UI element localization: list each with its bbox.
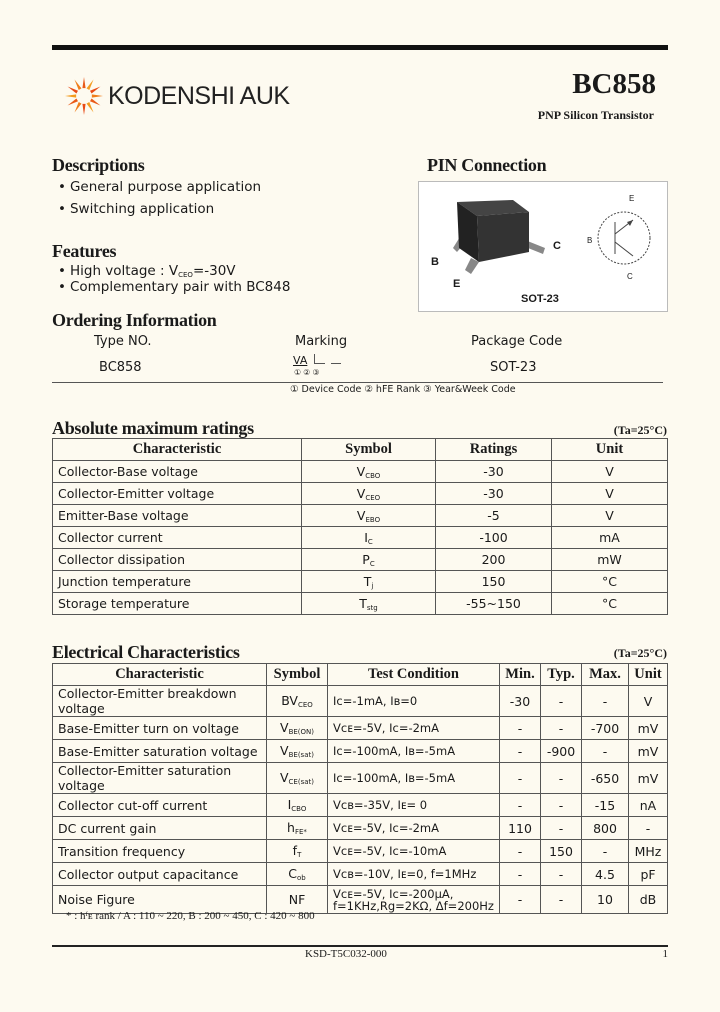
symbol-cell: $h_{FE*}$ (267, 817, 328, 840)
description-item: • General purpose application (58, 179, 261, 195)
abs-max-table (52, 438, 668, 615)
col-symbol: Symbol (267, 664, 328, 686)
unit-cell: V (552, 483, 668, 505)
elec-row (53, 763, 668, 794)
col-unit: Unit (552, 439, 668, 461)
pin-label-c: C (553, 240, 561, 252)
features-heading: Features (52, 241, 117, 261)
package-label: SOT-23 (521, 293, 559, 305)
min-cell: - (500, 886, 541, 914)
abs-max-row (53, 571, 668, 593)
symbol-label-e: E (629, 194, 635, 203)
elec-row (53, 863, 668, 886)
typ-cell: 150 (541, 840, 582, 863)
unit-cell: - (629, 817, 668, 840)
elec-header-row (53, 664, 668, 686)
abs-max-heading: Absolute maximum ratings (52, 418, 254, 438)
typ-cell: - (541, 763, 582, 794)
characteristic-cell: Collector-Base voltage (53, 461, 302, 483)
test-condition-cell: Vᴄᴇ=-5V, Iᴄ=-10mA (328, 840, 500, 863)
ordering-heading: Ordering Information (52, 310, 217, 330)
characteristic-cell: Storage temperature (53, 593, 302, 615)
typ-cell: - (541, 794, 582, 817)
ordering-divider (52, 382, 663, 383)
page-number: 1 (662, 948, 668, 960)
test-condition-cell: Iᴄ=-100mA, Iʙ=-5mA (328, 740, 500, 763)
unit-cell: mV (629, 763, 668, 794)
min-cell: 110 (500, 817, 541, 840)
symbol-label-c: C (627, 272, 633, 281)
descriptions-heading: Descriptions (52, 155, 145, 175)
pin-label-b: B (431, 256, 439, 268)
elec-heading: Electrical Characteristics (52, 642, 240, 662)
hfe-rank-footnote: * : hᶠᴇ rank / A : 110 ~ 220, B : 200 ~ 450, C : 420 ~ 800 (66, 910, 315, 922)
characteristic-cell: DC current gain (53, 817, 267, 840)
rating-cell: -100 (436, 527, 552, 549)
characteristic-cell: Collector-Emitter voltage (53, 483, 302, 505)
col-characteristic: Characteristic (53, 664, 267, 686)
min-cell: -30 (500, 686, 541, 717)
elec-row (53, 794, 668, 817)
abs-max-row (53, 527, 668, 549)
unit-cell: dB (629, 886, 668, 914)
symbol-cell: $V_{CE(sat)}$ (267, 763, 328, 794)
symbol-cell: $f_T$ (267, 840, 328, 863)
elec-row (53, 686, 668, 717)
rating-cell: -5 (436, 505, 552, 527)
characteristic-cell: Base-Emitter turn on voltage (53, 717, 267, 740)
col-ratings: Ratings (436, 439, 552, 461)
max-cell: -15 (582, 794, 629, 817)
test-condition-cell: Iᴄ=-1mA, Iʙ=0 (328, 686, 500, 717)
col-typ: Typ. (541, 664, 582, 686)
characteristic-cell: Noise Figure (53, 886, 267, 914)
characteristic-cell: Junction temperature (53, 571, 302, 593)
unit-cell: V (629, 686, 668, 717)
unit-cell: mV (629, 740, 668, 763)
min-cell: - (500, 863, 541, 886)
unit-cell: nA (629, 794, 668, 817)
unit-cell: °C (552, 593, 668, 615)
ordering-header-type: Type NO. (94, 334, 152, 349)
pin-label-e: E (453, 278, 461, 290)
max-cell: 800 (582, 817, 629, 840)
part-subtitle: PNP Silicon Transistor (537, 108, 654, 122)
characteristic-cell: Collector-Emitter breakdown voltage (53, 686, 267, 717)
abs-max-row (53, 505, 668, 527)
rating-cell: -30 (436, 483, 552, 505)
abs-max-condition: (Ta=25°C) (613, 423, 667, 437)
max-cell: - (582, 840, 629, 863)
max-cell: -700 (582, 717, 629, 740)
symbol-cell: $C_{ob}$ (267, 863, 328, 886)
col-symbol: Symbol (302, 439, 436, 461)
kodenshi-logo-icon (64, 76, 104, 116)
characteristic-cell: Collector output capacitance (53, 863, 267, 886)
symbol-cell: $V_{BE(ON)}$ (267, 717, 328, 740)
feature-item: • High voltage : $V_{CEO}=-30V$ (58, 263, 236, 279)
pin-heading: PIN Connection (427, 155, 547, 175)
characteristic-cell: Collector-Emitter saturation voltage (53, 763, 267, 794)
marking-index: ①②③ (294, 368, 322, 377)
typ-cell: - (541, 863, 582, 886)
symbol-cell: $V_{EBO}$ (302, 505, 436, 527)
abs-max-row (53, 549, 668, 571)
unit-cell: mW (552, 549, 668, 571)
typ-cell: -900 (541, 740, 582, 763)
unit-cell: pF (629, 863, 668, 886)
symbol-cell: $V_{CBO}$ (302, 461, 436, 483)
symbol-cell: $T_{stg}$ (302, 593, 436, 615)
min-cell: - (500, 794, 541, 817)
elec-row (53, 817, 668, 840)
elec-row (53, 840, 668, 863)
typ-cell: - (541, 686, 582, 717)
rating-cell: -55~150 (436, 593, 552, 615)
test-condition-cell: Vᴄʙ=-35V, Iᴇ= 0 (328, 794, 500, 817)
document-code: KSD-T5C032-000 (305, 948, 387, 960)
ordering-header-package: Package Code (471, 334, 563, 349)
max-cell: - (582, 740, 629, 763)
ordering-type-no: BC858 (99, 360, 142, 375)
min-cell: - (500, 717, 541, 740)
symbol-cell: $T_j$ (302, 571, 436, 593)
unit-cell: °C (552, 571, 668, 593)
min-cell: - (500, 763, 541, 794)
rating-cell: 200 (436, 549, 552, 571)
marking-example: VA (293, 354, 341, 367)
col-max: Max. (582, 664, 629, 686)
symbol-cell: $I_C$ (302, 527, 436, 549)
company-name: KODENSHI AUK (108, 82, 290, 110)
test-condition-cell: Vᴄᴇ=-5V, Iᴄ=-200μA, f=1KHz,Rg=2KΩ, Δf=200Hz (328, 886, 500, 914)
test-condition-cell: Vᴄᴇ=-5V, Iᴄ=-2mA (328, 717, 500, 740)
symbol-cell: $V_{CEO}$ (302, 483, 436, 505)
characteristic-cell: Base-Emitter saturation voltage (53, 740, 267, 763)
symbol-cell: $I_{CBO}$ (267, 794, 328, 817)
unit-cell: V (552, 505, 668, 527)
footer-rule (52, 945, 668, 947)
unit-cell: mV (629, 717, 668, 740)
max-cell: 4.5 (582, 863, 629, 886)
test-condition-cell: Iᴄ=-100mA, Iʙ=-5mA (328, 763, 500, 794)
marking-legend: ① Device Code ② hFE Rank ③ Year&Week Code (290, 384, 516, 395)
elec-condition: (Ta=25°C) (613, 646, 667, 660)
elec-table (52, 663, 668, 914)
max-cell: - (582, 686, 629, 717)
rating-cell: 150 (436, 571, 552, 593)
characteristic-cell: Collector dissipation (53, 549, 302, 571)
abs-max-row (53, 483, 668, 505)
min-cell: - (500, 840, 541, 863)
pin-diagram (418, 181, 668, 312)
typ-cell: - (541, 886, 582, 914)
unit-cell: V (552, 461, 668, 483)
feature-item: • Complementary pair with BC848 (58, 279, 290, 295)
col-unit: Unit (629, 664, 668, 686)
characteristic-cell: Transition frequency (53, 840, 267, 863)
min-cell: - (500, 740, 541, 763)
symbol-cell: $BV_{CEO}$ (267, 686, 328, 717)
col-characteristic: Characteristic (53, 439, 302, 461)
abs-max-row (53, 593, 668, 615)
elec-row (53, 717, 668, 740)
description-item: • Switching application (58, 201, 214, 217)
symbol-label-b: B (587, 236, 593, 245)
part-number: BC858 (572, 68, 656, 100)
unit-cell: MHz (629, 840, 668, 863)
characteristic-cell: Collector cut-off current (53, 794, 267, 817)
symbol-cell: $P_C$ (302, 549, 436, 571)
typ-cell: - (541, 717, 582, 740)
unit-cell: mA (552, 527, 668, 549)
elec-row (53, 740, 668, 763)
rating-cell: -30 (436, 461, 552, 483)
characteristic-cell: Collector current (53, 527, 302, 549)
header-rule (52, 45, 668, 50)
col-test-condition: Test Condition (328, 664, 500, 686)
characteristic-cell: Emitter-Base voltage (53, 505, 302, 527)
ordering-header-marking: Marking (295, 334, 348, 349)
ordering-package-code: SOT-23 (490, 360, 537, 375)
abs-max-header-row (53, 439, 668, 461)
symbol-cell: NF (267, 886, 328, 914)
typ-cell: - (541, 817, 582, 840)
max-cell: 10 (582, 886, 629, 914)
col-min: Min. (500, 664, 541, 686)
symbol-cell: $V_{BE(sat)}$ (267, 740, 328, 763)
test-condition-cell: Vᴄᴇ=-5V, Iᴄ=-2mA (328, 817, 500, 840)
max-cell: -650 (582, 763, 629, 794)
abs-max-row (53, 461, 668, 483)
test-condition-cell: Vᴄʙ=-10V, Iᴇ=0, f=1MHz (328, 863, 500, 886)
